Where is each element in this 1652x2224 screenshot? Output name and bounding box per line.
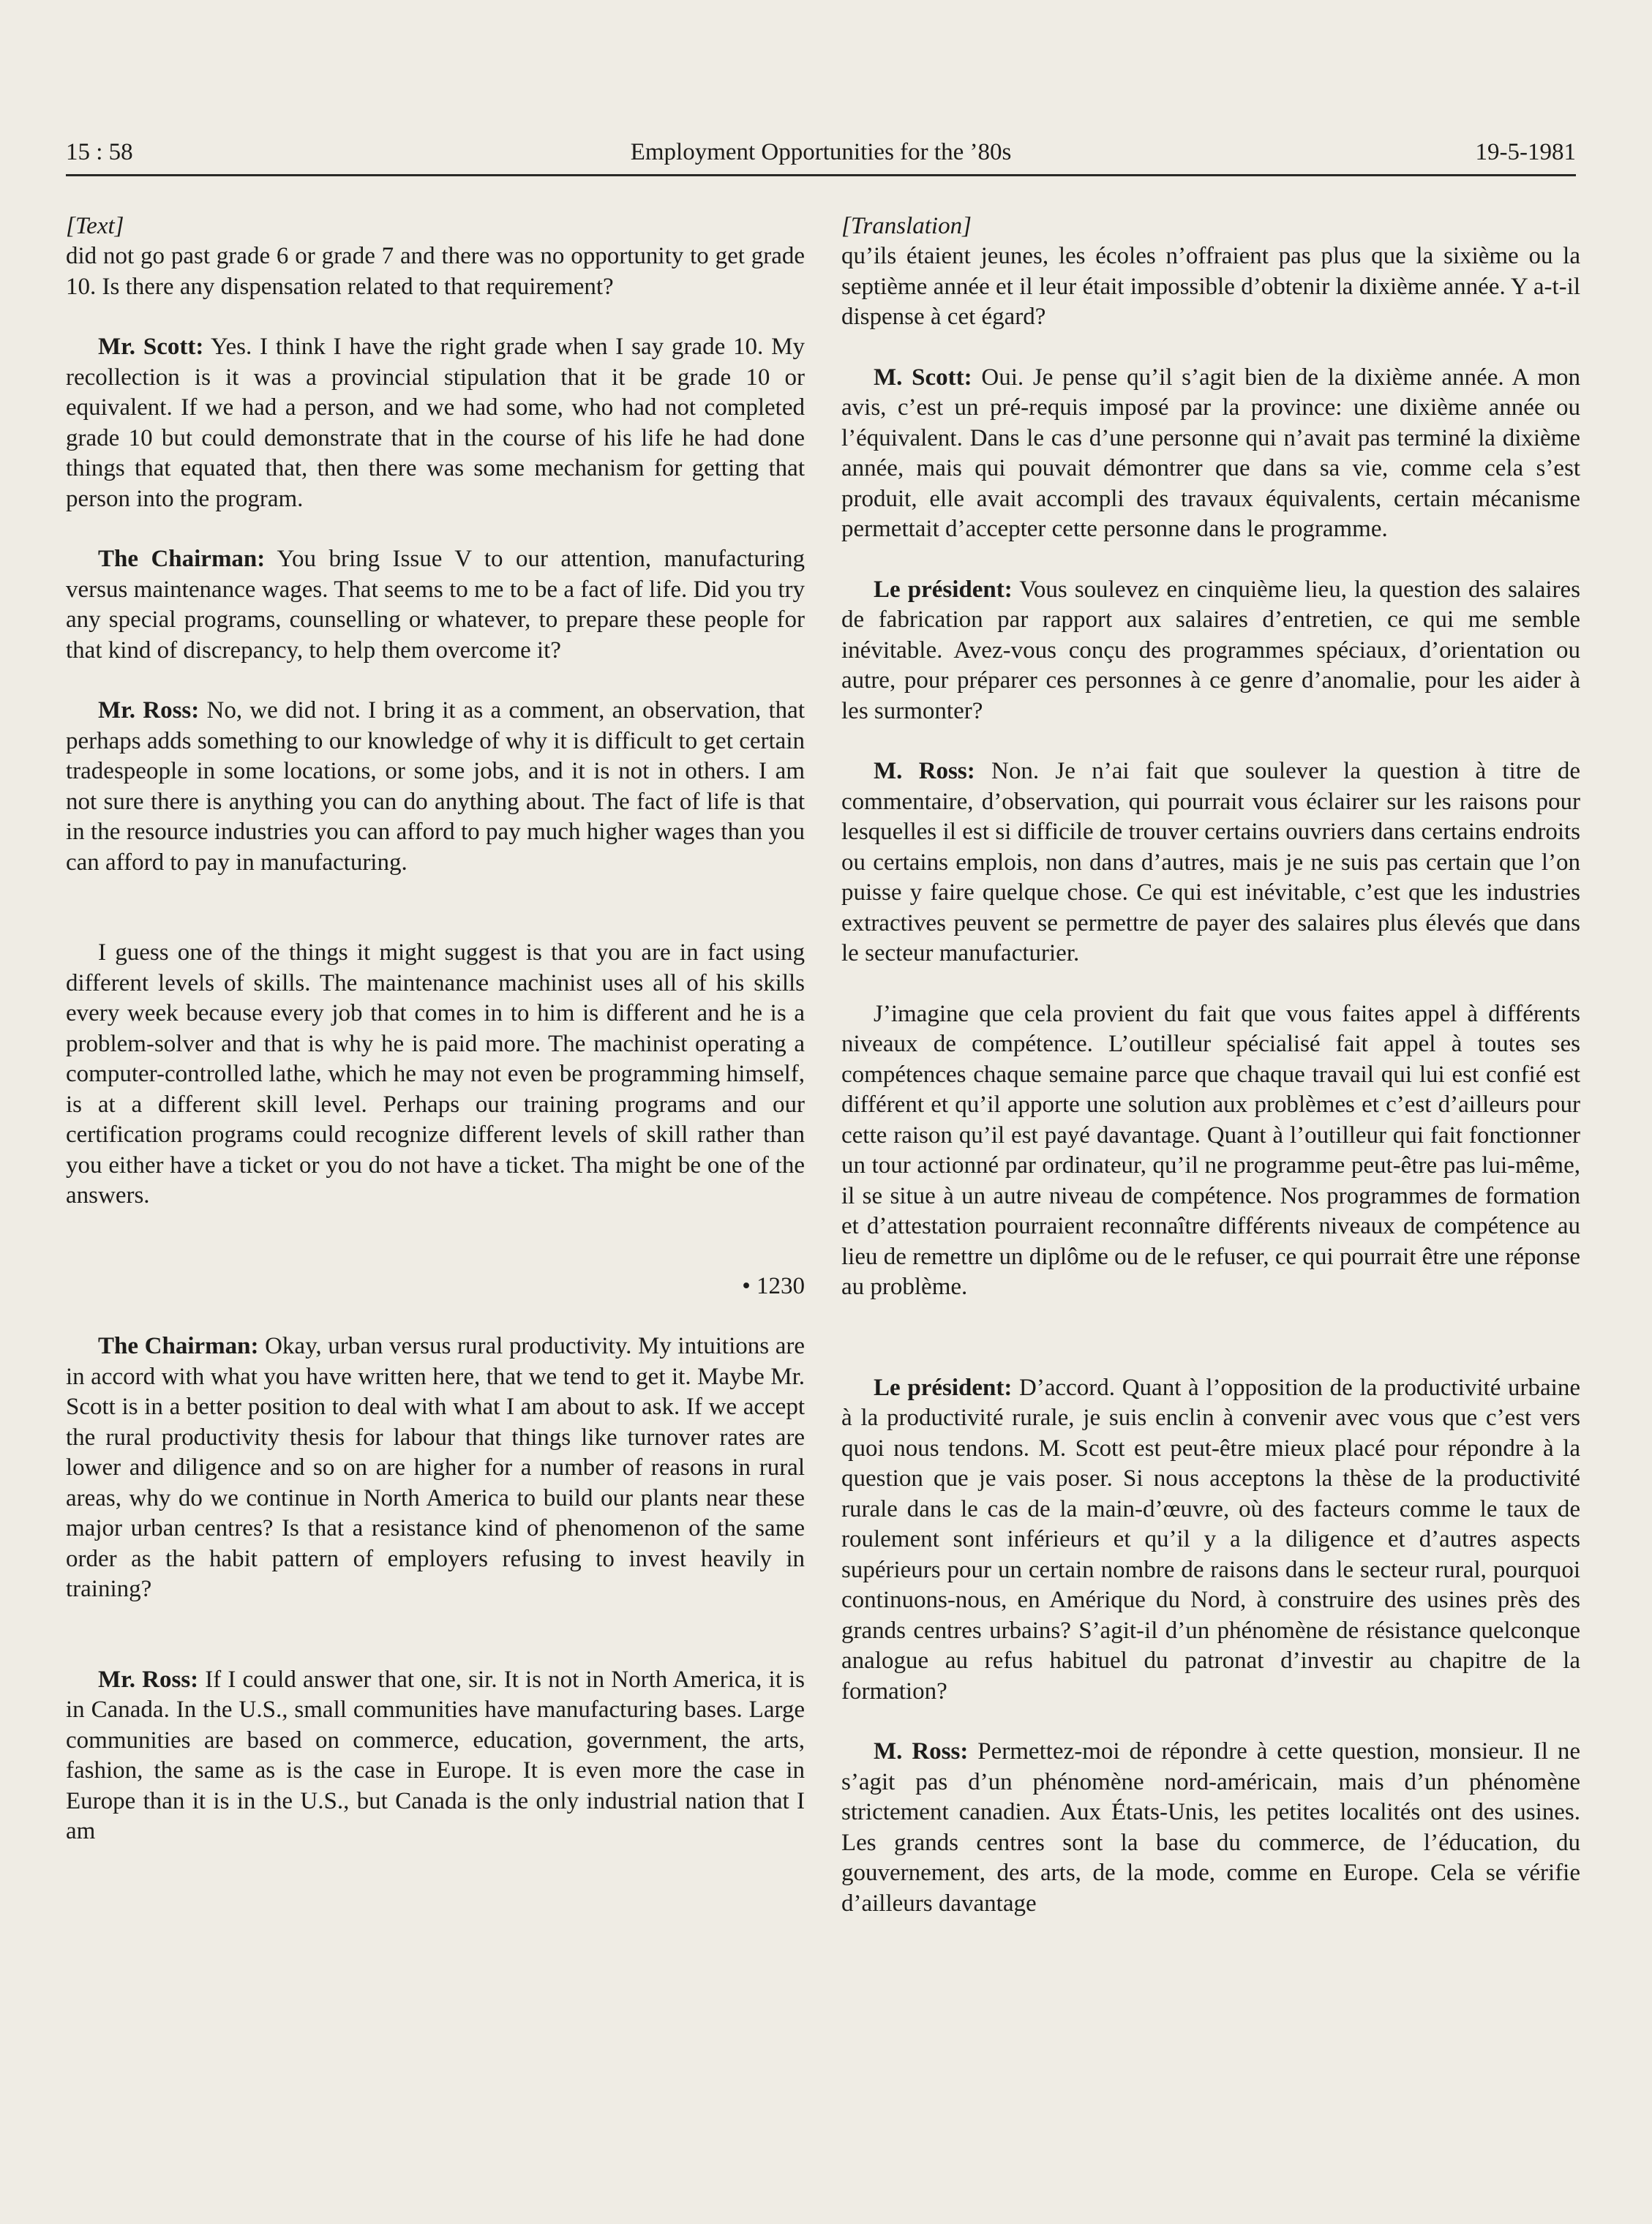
running-title: Employment Opportunities for the ’80s (630, 139, 1012, 165)
header-rule (66, 174, 1576, 176)
speech-text: Non. Je n’ai fait que soulever la question à titre de commentaire, d’observation, qui pourrait vous éclairer sur les raisons pour lesquelles il est si difficile de trouver certains ouvriers dans certains endroits ou certains emplois, non dans d’autres, mais je ne suis pas certain que l’on puisse y faire quelque chose. Ce qui est inévitable, c’est que les industries extractives peuvent se permettre de payer des salaires plus élevés que dans le secteur manufacturier. (841, 758, 1580, 966)
speaker-name: Le président: (874, 576, 1013, 603)
speaker-name: M. Scott: (874, 364, 972, 391)
english-column (66, 211, 805, 1847)
paragraph: I guess one of the things it might suggest is that you are in fact using different levels of skills. The maintenance machinist uses all of his skills every week because every job that comes in to him is different and he is a problem-solver and that is why he is paid more. The machinist operating a computer-controlled lathe, which he may not even be programming himself, is at a different skill level. Perhaps our training programs and our certification programs could recognize different levels of skill rather than you either have a ticket or you do not have a ticket. Tha might be one of the answers. (66, 939, 805, 1209)
speaker-name: Mr. Scott: (98, 334, 204, 360)
speaker-name: M. Ross: (874, 758, 975, 784)
speech-text: No, we did not. I bring it as a comment, an observation, that perhaps adds something to our knowledge of why it is difficult to get certain tradespeople in some locations, or some jobs, and it is not in others. I am not sure there is anything you can do anything about. The fact of life is that in the resource industries you can afford to pay much higher wages than you can afford to pay in manufacturing. (66, 697, 805, 876)
speech-text: Yes. I think I have the right grade when I say grade 10. My recollection is it was a provincial stipulation that it be grade 10 or equivalent. If we had a person, and we had some, who had not completed grade 10 but could demonstrate that in the course of his life he had done things that equated that, then there was some mechanism for getting that person into the program. (66, 334, 805, 512)
french-column (841, 211, 1580, 1919)
translation-tag: [Translation] (841, 213, 972, 239)
speech-text: Permettez-moi de répondre à cette question, monsieur. Il ne s’agit pas d’un phénomène nord-américain, mais d’un phénomène strictement canadien. Aux États-Unis, les petites localités ont des usines. Les grands centres sont la base du commerce, de l’éducation, du gouvernement, des arts, de la mode, comme en Europe. Cela se vérifie d’ailleurs davantage (841, 1738, 1580, 1917)
speech-paragraph (841, 1737, 1580, 1919)
speaker-name: M. Ross: (874, 1738, 969, 1765)
speaker-name: The Chairman: (98, 546, 266, 572)
header-date: 19-5-1981 (1475, 139, 1576, 165)
speech-paragraph (66, 332, 805, 514)
speaker-name: The Chairman: (98, 1333, 259, 1359)
speech-paragraph (66, 696, 805, 878)
speech-paragraph (841, 363, 1580, 545)
paragraph: qu’ils étaient jeunes, les écoles n’offraient pas plus que la sixième ou la septième année et il leur était impossible d’obtenir la dixième année. Y a-t-il dispense à cet égard? (841, 243, 1580, 330)
paragraph: did not go past grade 6 or grade 7 and there was no opportunity to get grade 10. Is there any dispensation related to that requirement? (66, 243, 805, 300)
speech-text: D’accord. Quant à l’opposition de la productivité urbaine à la productivité rurale, je suis enclin à convenir avec vous que c’est vers quoi nous tendons. M. Scott est peut-être mieux placé pour répondre à la question que je vais poser. Si nous acceptons la thèse de la productivité rurale dans le cas de la main-d’œuvre, où des facteurs comme le taux de roulement sont inférieurs et qu’il y a la diligence et d’autres aspects supérieurs pour un certain nombre de raisons dans le secteur rural, pourquoi continuons-nous, en Amérique du Nord, à construire des usines près des grands centres urbains? S’agit-il d’un phénomène de résistance quelconque analogue au refus habituel du patronat d’investir au chapitre de la formation? (841, 1374, 1581, 1705)
speech-paragraph (841, 1373, 1580, 1708)
page-header (66, 139, 1576, 176)
speech-text: Oui. Je pense qu’il s’agit bien de la dixième année. A mon avis, c’est un pré-requis imposé par la province: une dixième année ou l’équivalent. Dans le cas d’une personne qui n’avait pas terminé la dixième année, mais qui pouvait démontrer que dans sa vie, comme cela s’est produit, elle avait accompli des travaux équivalents, certain mécanisme permettait d’accepter cette personne dans le programme. (841, 364, 1580, 542)
speaker-name: Le président: (874, 1374, 1013, 1401)
speaker-name: Mr. Ross: (98, 697, 200, 724)
speech-paragraph (841, 756, 1580, 969)
speech-text: You bring Issue V to our attention, manufacturing versus maintenance wages. That seems to me to be a fact of life. Did you try any special programs, counselling or whatever, to prepare these people for that kind of discrepancy, to help them overcome it? (66, 546, 805, 664)
speaker-name: Mr. Ross: (98, 1666, 199, 1693)
speech-paragraph (66, 1665, 805, 1847)
speech-paragraph (841, 575, 1580, 727)
speech-text: Vous soulevez en cinquième lieu, la question des salaires de fabrication par rapport aux salaires d’entretien, ce qui me semble inévitable. Avez-vous conçu des programmes spéciaux, d’orientation ou autre, pour préparer ces personnes à ce genre d’anomalie, pour les aider à les surmonter? (841, 576, 1580, 724)
speech-text: If I could answer that one, sir. It is not in North America, it is in Canada. In the U.S., small communities have manufacturing bases. Large communities are based on commerce, education, government, the arts, fashion, the same as is the case in Europe. It is even more the case in Europe than it is in the U.S., but Canada is the only industrial nation that I am (66, 1666, 805, 1844)
time-marker: • 1230 (742, 1272, 805, 1299)
page-number: 15 : 58 (66, 139, 133, 165)
speech-paragraph (66, 544, 805, 666)
speech-text: Okay, urban versus rural productivity. My intuitions are in accord with what you have written here, that we tend to get it. Maybe Mr. Scott is in a better position to deal with what I am about to ask. If we accept the rural productivity thesis for labour that things like turnover rates are lower and diligence and so on are higher for a number of reasons in rural areas, why do we continue in North America to build our plants near these major urban centres? Is that a resistance kind of phenomenon of the same order as the habit pattern of employers refusing to invest heavily in training? (66, 1333, 805, 1602)
text-tag: [Text] (66, 213, 124, 239)
speech-paragraph (66, 1331, 805, 1605)
paragraph: J’imagine que cela provient du fait que vous faites appel à différents niveaux de compétence. L’outilleur spécialisé fait appel à toutes ses compétences chaque semaine parce que chaque travail qui lui est confié est différent et qu’il apporte une solution aux problèmes et c’est d’ailleurs pour cette raison qu’il est payé davantage. Quant à l’outilleur qui fait fonctionner un tour actionné par ordinateur, qu’il ne programme peut-être pas lui-même, il se situe à un autre niveau de compétence. Nos programmes de formation et d’attestation pourraient reconnaître différents niveaux de compétence au lieu de remettre un diplôme ou de le refuser, ce qui pourrait être une réponse au problème. (841, 1000, 1580, 1300)
